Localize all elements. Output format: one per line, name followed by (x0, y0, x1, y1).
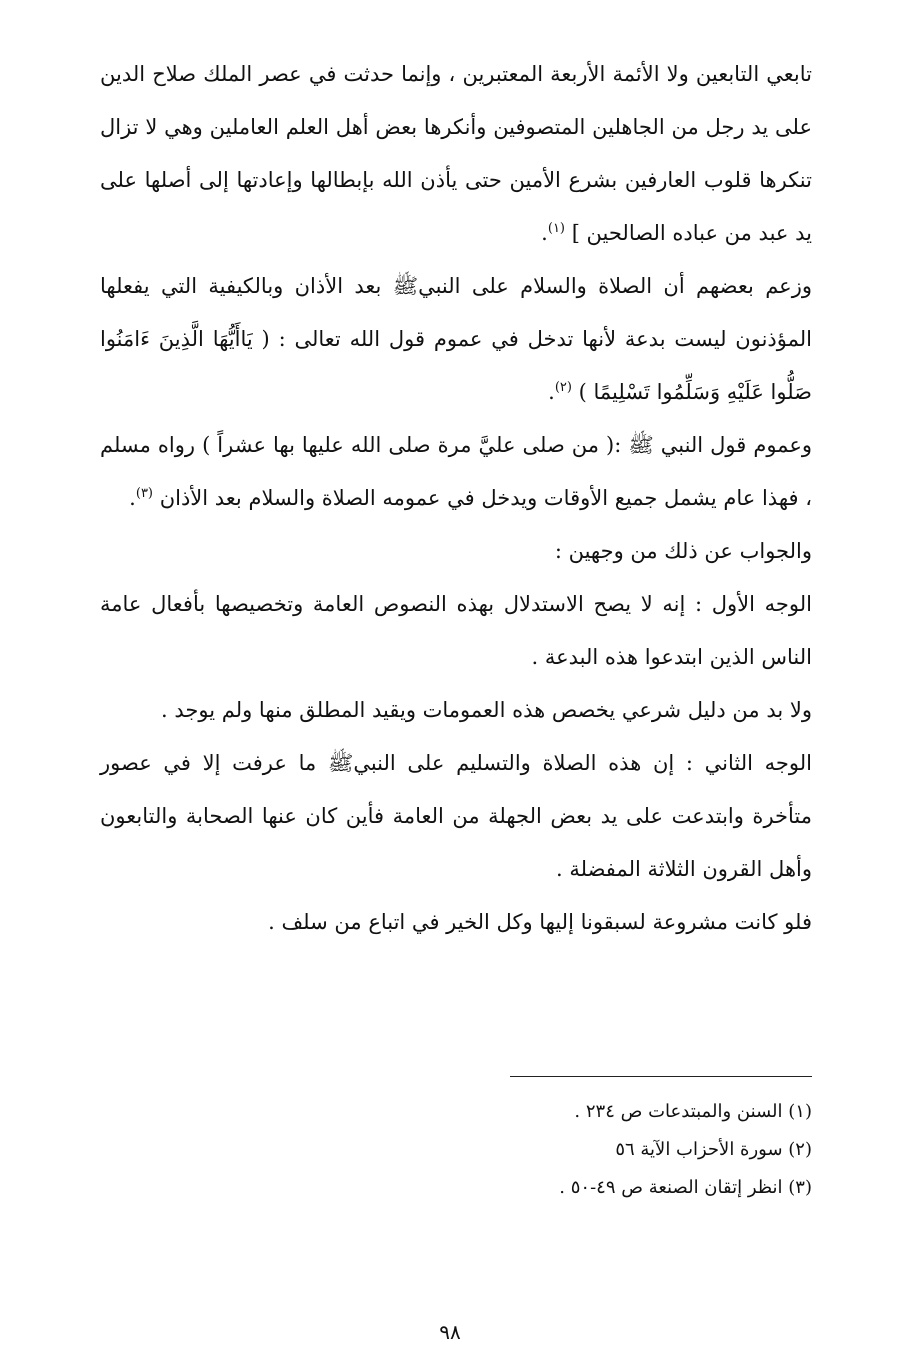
paragraph-4: والجواب عن ذلك من وجهين : (554, 539, 812, 563)
footnote-ref-3: (٣) (135, 486, 153, 501)
footnote-1: (١) السنن والمبتدعات ص ٢٣٤ . (574, 1101, 812, 1122)
footnote-3: (٣) انظر إتقان الصنعة ص ٤٩-٥٠ . (559, 1177, 812, 1198)
main-text (100, 48, 812, 949)
footnote-2: (٢) سورة الأحزاب الآية ٥٦ (615, 1139, 812, 1160)
paragraph-7: الوجه الثاني : إن هذه الصلاة والتسليم على النبيﷺ ما عرفت إلا في عصور متأخرة وابتدعت على يد بعض الجهلة من العامة فأين كان عنها الصحابة والتابعون وأهل القرون الثلاثة المفضلة . (100, 751, 812, 881)
page-number: ٩٨ (439, 1320, 461, 1344)
footnote-ref-2: (٢) (554, 380, 572, 395)
paragraph-6: ولا بد من دليل شرعي يخصص هذه العمومات ويقيد المطلق منها ولم يوجد . (161, 698, 812, 722)
footnote-divider (510, 1076, 812, 1077)
paragraph-2: وزعم بعضهم أن الصلاة والسلام على النبيﷺ بعد الأذان وبالكيفية التي يفعلها المؤذنون ليست بدعة لأنها تدخل في عموم قول الله تعالى : ( يَاأَيُّهَا الَّذِينَ ءَامَنُوا صَلُّوا عَلَيْهِ وَسَلِّمُوا تَسْلِيمًا ) $^{(٢)}$. (100, 274, 812, 404)
footnote-ref-1: (١) (547, 221, 565, 236)
paragraph-8: فلو كانت مشروعة لسبقونا إليها وكل الخير في اتباع من سلف . (268, 910, 812, 934)
paragraph-5: الوجه الأول : إنه لا يصح الاستدلال بهذه النصوص العامة وتخصيصها بأفعال عامة الناس الذين ابتدعوا هذه البدعة . (100, 592, 812, 669)
paragraph-3: وعموم قول النبي ﷺ :( من صلى عليَّ مرة صلى الله عليها بها عشراً ) رواه مسلم ، فهذا عام يشمل جميع الأوقات ويدخل في عمومه الصلاة والسلام بعد الأذان $^{(٣)}$. (100, 433, 812, 510)
paragraph-1: تابعي التابعين ولا الأئمة الأربعة المعتبرين ، وإنما حدثت في عصر الملك صلاح الدين على يد رجل من الجاهلين المتصوفين وأنكرها بعض أهل العلم العاملين وهي لا تزال تنكرها قلوب العارفين بشرع الأمين حتى يأذن الله بإبطالها وإعادتها إلى أصلها على يد عبد من عباده الصالحين ] $^{(١)}$. (100, 62, 812, 245)
footnotes (430, 1093, 812, 1207)
